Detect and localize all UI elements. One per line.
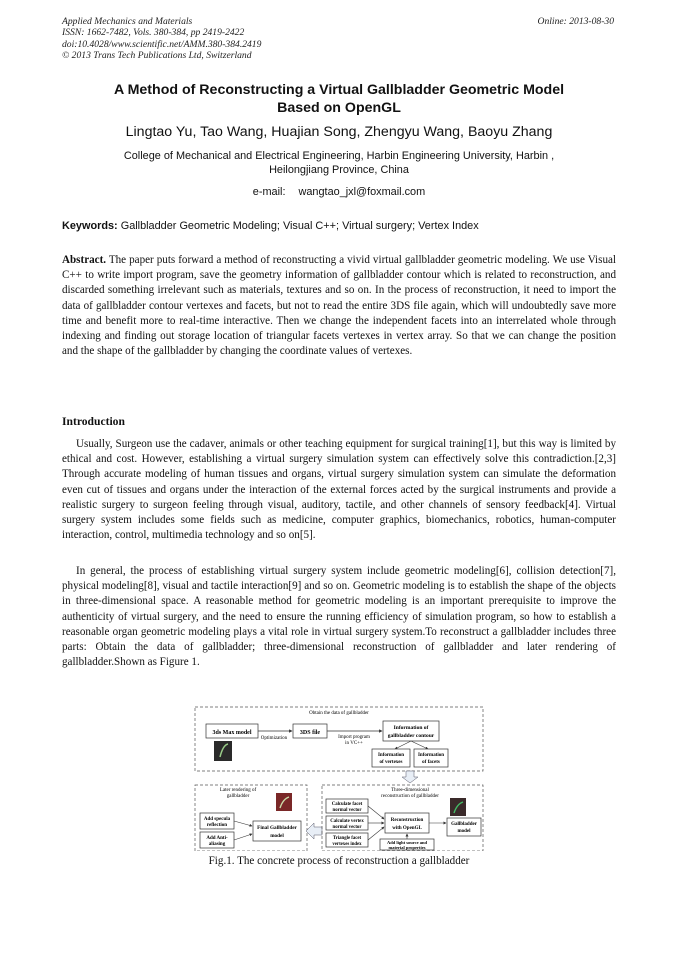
left-group-label-1: Later rendering of	[219, 788, 257, 793]
abstract-label: Abstract.	[62, 254, 107, 266]
vertex-normal-label-2: normal vector	[332, 825, 362, 830]
3ds-file-label: 3DS file	[299, 730, 321, 736]
info-contour-label-2: gallbladder contour	[387, 733, 435, 739]
import-label-1: Import program	[338, 735, 370, 740]
journal-name: Applied Mechanics and Materials	[62, 16, 193, 27]
light-material-label-1: Add light source and	[386, 840, 428, 845]
later-render-thumbnail	[276, 793, 292, 811]
max-model-thumbnail	[214, 741, 232, 761]
gallbladder-model-label-1: Gallbladder	[451, 822, 477, 827]
final-model-label-2: model	[270, 833, 284, 839]
title-line-1: A Method of Reconstructing a Virtual Gallbladder Geometric Model	[113, 82, 565, 98]
recon-opengl-label-2: with OpenGL	[392, 826, 422, 831]
left-block-arrow	[306, 823, 322, 839]
contour-branch-right	[411, 741, 428, 749]
running-header	[62, 16, 261, 62]
triangle-index-label-2: vertexes index	[332, 842, 362, 847]
intro-paragraph-2: In general, the process of establishing virtual surgery system include geometric modeling[6], collision detection[7], physical modeling[8], visual and tactile interaction[9] and so on. Geometric modeling is to establish the shape of the objects in three-dimensional space. A reasonable method for geometric modeling is an important prerequisite to improve the authenticity of virtual surgery, and the need to ensure the running efficiency of simulation program, so how to establish a reasonable organ geometric modeling plays a vital role in virtual surgery system.To reconstruct a gallbladder includes three parts: Obtain the data of gallbladder; three-dimensional reconstruction of gallbladder and later rendering of gallbladder.Shown as Figure 1.	[62, 565, 616, 669]
affiliation-line-2: Heilongjiang Province, China	[269, 163, 409, 176]
arrow-facet-recon	[368, 806, 384, 819]
online-date: Online: 2013-08-30	[537, 16, 614, 27]
abstract	[62, 253, 616, 359]
email-line	[62, 186, 616, 198]
final-model-label-1: Final Gallbladder	[257, 825, 297, 831]
section-heading-introduction: Introduction	[62, 415, 125, 428]
down-block-arrow	[402, 771, 418, 783]
issn: ISSN: 1662-7482, Vols. 380-384, pp 2419-2422	[62, 27, 245, 39]
info-vertexes-label-1: Information	[377, 753, 405, 758]
gallbladder-model-label-2: model	[457, 829, 471, 834]
paper-title	[62, 81, 616, 117]
recon-thumbnail	[450, 798, 466, 816]
email-address: wangtao_jxl@foxmail.com	[298, 186, 426, 198]
facet-normal-label-2: normal vector	[332, 808, 362, 813]
authors: Lingtao Yu, Tao Wang, Huajian Song, Zhengyu Wang, Baoyu Zhang	[125, 124, 553, 140]
arrow-antialias-final	[234, 834, 252, 840]
max-model-label: 3ds Max model	[212, 730, 252, 736]
antialias-label-1: Add Anti-	[206, 836, 228, 841]
triangle-index-label-1: Triangle facet	[332, 836, 362, 841]
right-group-label-1: Three-dimensional	[391, 788, 429, 793]
keywords-text: Gallbladder Geometric Modeling; Visual C++; Virtual surgery; Vertex Index	[120, 220, 479, 232]
left-group-label-2: gallbladder	[226, 794, 250, 799]
info-vertexes-label-2: of vertexes	[379, 760, 403, 765]
keywords-label: Keywords:	[62, 220, 118, 232]
top-group-label: Obtain the data of gallbladder	[309, 711, 369, 716]
abstract-text: The paper puts forward a method of reconstructing a vivid virtual gallbladder geometric modeling. We use Visual C++ to write import program, save the geometry information of gallbladder contour which is related to reconstruction, and discarded something irrelevant such as materials, textures and so on. In the process of reconstruction, it need to import the data of gallbladder contour vertexes and facets, but not to read the entire 3DS file again, which will undoubtedly save more time and benefit more to real-time interactive. Then we change the independent facets into an interrelated whole through indexing and finding out storage location of triangular facets vertexes in vertex array. So that we can change the position and the shape of the gallbladder by changing the coordinate values of vertexes.	[62, 254, 616, 358]
intro-paragraph-1: Usually, Surgeon use the cadaver, animals or other teaching equipment for surgical training[1], but this way is limited by ethical and cost. However, establishing a virtual surgery simulation system can effectively solve this contradiction.[2,3] Through accurate modeling of human tissues and organs, virtual surgery simulation system can simulate the deformation even cut of tissues and organs under the interaction of the external forces acted by the surgical instruments and provide a realistic surgery to surgeon feeling through visual, auditory, tactile, and other channels of sensory feedback[4]. Virtual surgery system includes some fields such as medicine, computer graphics, biomechanics, robotics, human-computer interaction, control, multimedia technology and so on[5].	[62, 438, 616, 542]
affiliation-line-1: College of Mechanical and Electrical Engineering, Harbin Engineering University, Harbin ,	[123, 150, 555, 162]
facet-normal-label-1: Calculate facet	[331, 802, 363, 807]
specular-label-2: reflection	[206, 823, 228, 828]
info-facets-label-2: of facets	[422, 760, 440, 765]
copyright: © 2013 Trans Tech Publications Ltd, Switzerland	[62, 50, 252, 62]
antialias-label-2: aliasing	[208, 842, 226, 847]
vertex-normal-label-1: Calculate vertex	[330, 819, 364, 824]
arrow-triangle-recon	[368, 827, 384, 840]
info-contour-label-1: Information of	[393, 725, 429, 731]
doi: doi:10.4028/www.scientific.net/AMM.380-384.2419	[62, 38, 262, 50]
keywords	[62, 220, 616, 232]
affiliation	[62, 150, 616, 177]
specular-label-1: Add specula	[203, 817, 231, 822]
recon-opengl-label-1: Reconstruction	[390, 818, 424, 823]
light-material-label-2: material properties	[388, 845, 426, 850]
arrow-specular-final	[234, 821, 252, 826]
title-line-2: Based on OpenGL	[277, 100, 401, 116]
figure-1	[192, 705, 486, 851]
email-label: e-mail:	[252, 186, 286, 198]
import-label-2: in VC++	[345, 741, 363, 746]
figure-caption: Fig.1. The concrete process of reconstruction a gallbladder	[208, 855, 470, 867]
optimization-label: Optimization	[260, 736, 288, 741]
contour-branch-left	[395, 741, 411, 749]
right-group-label-2: reconstruction of gallbladder	[381, 794, 439, 799]
info-facets-label-1: Information	[417, 753, 445, 758]
